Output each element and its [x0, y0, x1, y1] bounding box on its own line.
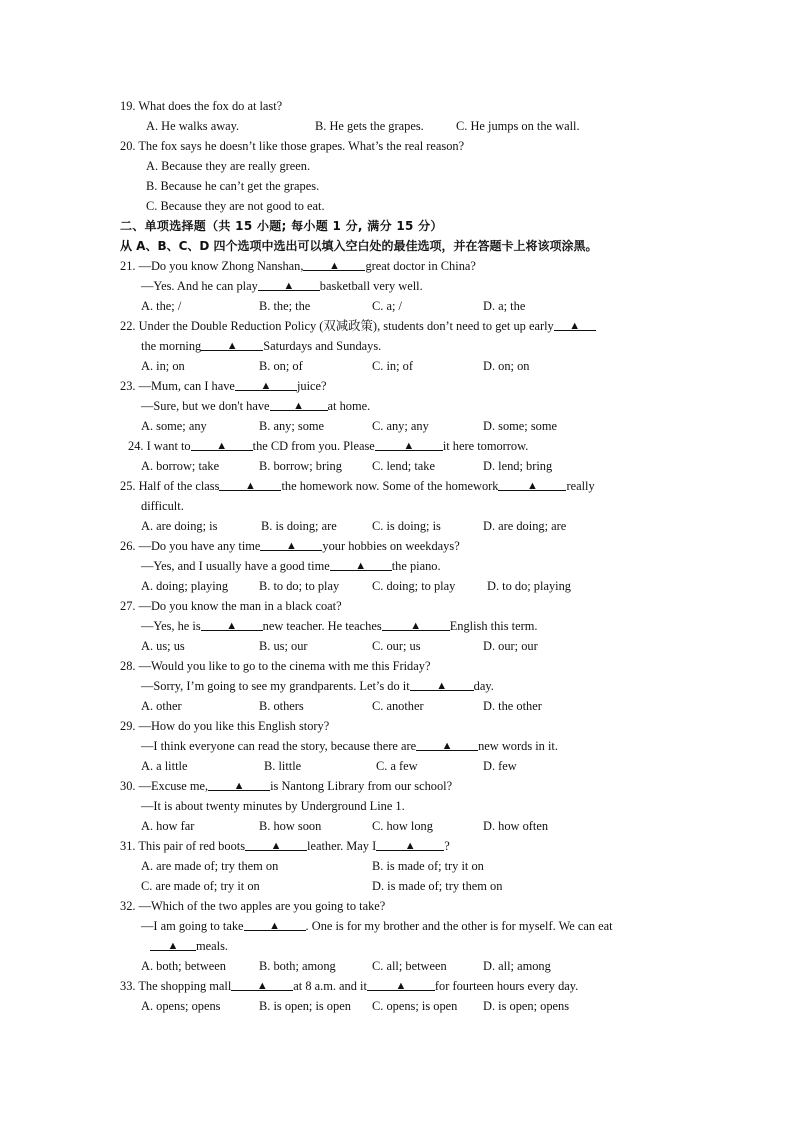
option-b-line [0, 176, 794, 196]
options-19 [0, 116, 794, 136]
option-b: B. is doing; are [261, 519, 337, 533]
option-b: B. borrow; bring [259, 459, 342, 473]
answer-blank [219, 476, 281, 491]
answer-blank [231, 976, 293, 991]
question-32-line2 [0, 916, 794, 936]
stem-part: really [566, 479, 595, 493]
option-b: B. us; our [259, 639, 308, 653]
option-a: A. other [141, 699, 182, 713]
stem-part: 26. —Do you have any time [120, 539, 261, 553]
option-b: B. on; of [259, 359, 303, 373]
option-b: B. others [259, 699, 304, 713]
option-d: D. few [483, 759, 517, 773]
stem-part: ? [444, 839, 450, 853]
option-a: A. are made of; try them on [141, 859, 279, 873]
answer-blank [235, 376, 297, 391]
options-22 [0, 356, 794, 376]
question-33 [0, 976, 794, 996]
question-stem: 20. The fox says he doesn’t like those grapes. What’s the real reason? [120, 139, 465, 153]
question-29 [0, 716, 794, 736]
options-28 [0, 696, 794, 716]
option-c: C. opens; is open [372, 999, 458, 1013]
blank-triangle-icon: ▲ [269, 920, 280, 932]
stem-part: at 8 a.m. and it [293, 979, 367, 993]
option-c: C. a; / [372, 299, 402, 313]
stem-part: is Nantong Library from our school? [270, 779, 453, 793]
options-27 [0, 636, 794, 656]
question-22 [0, 316, 794, 336]
option-a: A. borrow; take [141, 459, 220, 473]
blank-triangle-icon: ▲ [283, 280, 295, 292]
stem-part: —Yes, he is [141, 619, 201, 633]
option-c: C. any; any [372, 419, 429, 433]
option-c: C. how long [372, 819, 433, 833]
option-a: A. the; / [141, 299, 182, 313]
blank-triangle-icon: ▲ [395, 980, 407, 992]
stem-part: basketball very well. [319, 279, 423, 293]
option-d: D. lend; bring [483, 459, 553, 473]
option-d: D. our; our [483, 639, 538, 653]
answer-blank [244, 916, 306, 931]
option-d: D. is made of; try them on [372, 879, 503, 893]
question-30 [0, 776, 794, 796]
answer-blank [410, 676, 474, 691]
stem-part: leather. May I [307, 839, 377, 853]
option-b: B. any; some [259, 419, 325, 433]
stem-part: —I am going to take [141, 919, 244, 933]
section-instruction-text: 从 A、B、C、D 四个选项中选出可以填入空白处的最佳选项，并在答题卡上将该项涂黑。 [120, 239, 598, 253]
option-a: A. a little [141, 759, 188, 773]
option-b: B. He gets the grapes. [315, 119, 424, 133]
option-c: C. our; us [372, 639, 421, 653]
blank-triangle-icon: ▲ [216, 440, 228, 452]
stem-part: the piano. [391, 559, 441, 573]
stem-part: your hobbies on weekdays? [322, 539, 460, 553]
stem-part: —Yes, and I usually have a good time [141, 559, 330, 573]
stem-part: juice? [296, 379, 327, 393]
question-31 [0, 836, 794, 856]
option-d: D. on; on [483, 359, 530, 373]
blank-triangle-icon: ▲ [355, 560, 367, 572]
question-21-line2 [0, 276, 794, 296]
question-29-line2 [0, 736, 794, 756]
option-b: B. how soon [259, 819, 322, 833]
answer-blank [245, 836, 307, 851]
blank-triangle-icon: ▲ [441, 740, 453, 752]
options-25 [0, 516, 794, 536]
answer-blank [303, 256, 365, 271]
question-19 [0, 96, 794, 116]
question-22-line2 [0, 336, 794, 356]
option-c: C. another [372, 699, 424, 713]
blank-triangle-icon: ▲ [245, 480, 256, 492]
option-a: A. how far [141, 819, 195, 833]
option-c: C. doing; to play [372, 579, 456, 593]
stem-part: 21. —Do you know Zhong Nanshan, [120, 259, 304, 273]
exam-page [0, 96, 794, 1016]
option-d: D. a; the [483, 299, 526, 313]
blank-triangle-icon: ▲ [527, 480, 538, 492]
answer-blank [375, 436, 443, 451]
stem-part: 25. Half of the class [120, 479, 220, 493]
question-23-line2 [0, 396, 794, 416]
options-23 [0, 416, 794, 436]
question-32-line3 [0, 936, 794, 956]
stem-part: —It is about twenty minutes by Underground Line 1. [141, 799, 405, 813]
answer-blank [498, 476, 566, 491]
option-d: D. to do; playing [487, 579, 571, 593]
stem-part: —Sure, but we don't have [141, 399, 270, 413]
answer-blank [201, 336, 263, 351]
section-title [0, 216, 794, 236]
question-24 [0, 436, 794, 456]
question-stem: 19. What does the fox do at last? [120, 99, 283, 113]
option-c: C. all; between [372, 959, 447, 973]
stem-part: it here tomorrow. [442, 439, 529, 453]
option-c: C. are made of; try it on [141, 879, 260, 893]
options-21 [0, 296, 794, 316]
question-32 [0, 896, 794, 916]
option-a: A. are doing; is [141, 519, 218, 533]
option-a: A. both; between [141, 959, 226, 973]
blank-triangle-icon: ▲ [569, 320, 581, 332]
answer-blank [382, 616, 450, 631]
options-29 [0, 756, 794, 776]
question-25 [0, 476, 794, 496]
stem-part: day. [473, 679, 494, 693]
option-a: A. doing; playing [141, 579, 229, 593]
stem-part: —Sorry, I’m going to see my grandparents. Let’s do it [141, 679, 410, 693]
answer-blank [554, 316, 596, 331]
option-d: D. some; some [483, 419, 557, 433]
blank-triangle-icon: ▲ [328, 260, 340, 272]
option-b: B. Because he can’t get the grapes. [146, 179, 320, 193]
question-21 [0, 256, 794, 276]
stem-part: 31. This pair of red boots [120, 839, 246, 853]
answer-blank [208, 776, 270, 791]
answer-blank [150, 936, 196, 951]
option-c: C. He jumps on the wall. [456, 119, 580, 133]
answer-blank [258, 276, 320, 291]
option-a: A. Because they are really green. [146, 159, 311, 173]
stem-part: —Yes. And he can play [141, 279, 258, 293]
answer-blank [270, 396, 328, 411]
blank-triangle-icon: ▲ [270, 840, 282, 852]
question-23 [0, 376, 794, 396]
option-a: A. some; any [141, 419, 207, 433]
answer-blank [260, 536, 322, 551]
answer-blank [191, 436, 253, 451]
options-30 [0, 816, 794, 836]
option-b: B. to do; to play [259, 579, 340, 593]
question-27 [0, 596, 794, 616]
options-33 [0, 996, 794, 1016]
blank-triangle-icon: ▲ [404, 840, 416, 852]
blank-triangle-icon: ▲ [260, 380, 272, 392]
section-title-text: 二、单项选择题（共 15 小题; 每小题 1 分, 满分 15 分） [120, 219, 443, 233]
blank-triangle-icon: ▲ [403, 440, 415, 452]
options-24 [0, 456, 794, 476]
stem-part: new teacher. He teaches [262, 619, 382, 633]
option-b: B. the; the [259, 299, 311, 313]
question-25-line2 [0, 496, 794, 516]
stem-part: —I think everyone can read the story, because there are [141, 739, 417, 753]
option-b: B. is open; is open [259, 999, 351, 1013]
stem-part: 28. —Would you like to go to the cinema with me this Friday? [120, 659, 431, 673]
option-d: D. how often [483, 819, 549, 833]
answer-blank [201, 616, 263, 631]
blank-triangle-icon: ▲ [436, 680, 448, 692]
stem-part: English this term. [449, 619, 538, 633]
stem-part: Saturdays and Sundays. [263, 339, 382, 353]
option-a: A. in; on [141, 359, 185, 373]
answer-blank [416, 736, 478, 751]
option-c: C. is doing; is [372, 519, 441, 533]
option-b: B. little [264, 759, 302, 773]
stem-part: meals. [196, 939, 228, 953]
stem-part: 27. —Do you know the man in a black coat? [120, 599, 342, 613]
option-c: C. Because they are not good to eat. [146, 199, 325, 213]
question-30-line2 [0, 796, 794, 816]
stem-part: new words in it. [478, 739, 558, 753]
stem-part: difficult. [141, 499, 184, 513]
option-a-line [0, 156, 794, 176]
stem-part: 29. —How do you like this English story? [120, 719, 330, 733]
stem-part: 23. —Mum, can I have [120, 379, 235, 393]
stem-part: . One is for my brother and the other is for myself. We can eat [305, 919, 613, 933]
blank-triangle-icon: ▲ [410, 620, 422, 632]
answer-blank [330, 556, 392, 571]
stem-part: 22. Under the Double Reduction Policy (双减政策), students don’t need to get up early [120, 319, 554, 333]
option-c: C. in; of [372, 359, 413, 373]
options-32 [0, 956, 794, 976]
stem-part: the homework now. Some of the homework [281, 479, 499, 493]
answer-blank [376, 836, 444, 851]
question-27-line2 [0, 616, 794, 636]
blank-triangle-icon: ▲ [233, 780, 245, 792]
question-28 [0, 656, 794, 676]
blank-triangle-icon: ▲ [167, 940, 179, 952]
option-a: A. He walks away. [146, 119, 240, 133]
stem-part: the morning [141, 339, 202, 353]
option-c: C. lend; take [372, 459, 435, 473]
question-26 [0, 536, 794, 556]
option-d: D. is open; opens [483, 999, 570, 1013]
question-28-line2 [0, 676, 794, 696]
option-d: D. the other [483, 699, 542, 713]
answer-blank [367, 976, 435, 991]
blank-triangle-icon: ▲ [293, 400, 304, 412]
option-c: C. a few [376, 759, 418, 773]
blank-triangle-icon: ▲ [256, 980, 268, 992]
option-d: D. are doing; are [483, 519, 567, 533]
option-d: D. all; among [483, 959, 551, 973]
stem-part: 24. I want to [128, 439, 191, 453]
blank-triangle-icon: ▲ [226, 340, 238, 352]
options-31-ab [0, 856, 794, 876]
stem-part: great doctor in China? [365, 259, 476, 273]
stem-part: 32. —Which of the two apples are you going to take? [120, 899, 386, 913]
options-31-cd [0, 876, 794, 896]
blank-triangle-icon: ▲ [285, 540, 297, 552]
option-a: A. us; us [141, 639, 185, 653]
stem-part: 30. —Excuse me, [120, 779, 209, 793]
stem-part: at home. [327, 399, 371, 413]
section-instruction [0, 236, 794, 256]
option-c-line [0, 196, 794, 216]
option-b: B. both; among [259, 959, 336, 973]
stem-part: 33. The shopping mall [120, 979, 232, 993]
option-a: A. opens; opens [141, 999, 221, 1013]
stem-part: the CD from you. Please [252, 439, 375, 453]
question-26-line2 [0, 556, 794, 576]
option-b: B. is made of; try it on [372, 859, 484, 873]
blank-triangle-icon: ▲ [226, 620, 238, 632]
stem-part: for fourteen hours every day. [434, 979, 579, 993]
options-26 [0, 576, 794, 596]
question-20 [0, 136, 794, 156]
